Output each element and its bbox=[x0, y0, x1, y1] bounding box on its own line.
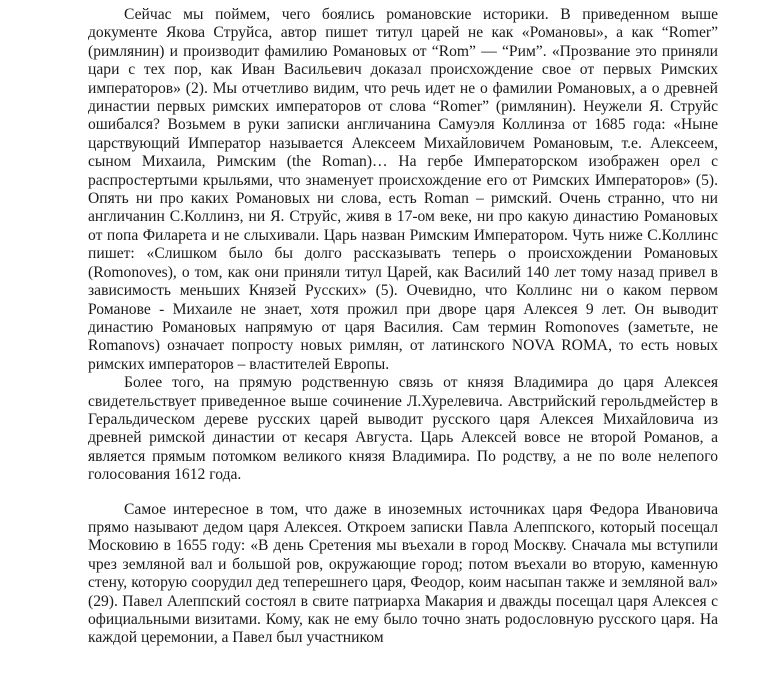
document-page bbox=[88, 6, 718, 648]
paragraph-2: Более того, на прямую родственную связь от князя Владимира до царя Алексея свидетельствует приведенное выше сочинение Л.Хурелевича. Австрийский герольдмейстер в Геральдическом дереве русских царей выводит русского царя Алексея Михайловича из древней римской династии от кесаря Августа. Царь Алексей вовсе не второй Романов, а является прямым потомком великого князя Владимира. По родству, а не по воле нелепого голосования 1612 года. bbox=[88, 374, 718, 484]
paragraph-3: Самое интересное в том, что даже в иноземных источниках царя Федора Ивановича прямо называют дедом царя Алексея. Откроем записки Павла Алеппского, который посещал Московию в 1655 году: «В день Сретения мы въехали в город Москву. Сначала мы вступили чрез земляной вал и большой ров, окружающие город; потом въехали во вторую, каменную стену, которую соорудил дед теперешнего царя, Феодор, коим насыпан также и земляной вал» (29). Павел Алеппский состоял в свите патриарха Макария и дважды посещал царя Алексея с официальными визитами. Кому, как не ему было точно знать родословную русского царя. На каждой церемонии, а Павел был участником bbox=[88, 500, 718, 647]
paragraph-1: Сейчас мы поймем, чего боялись романовские историки. В приведенном выше документе Якова Струйса, автор пишет титул царей не как «Романовы», а как “Romer” (римлянин) и производит фамилию Романовых от “Rom” — “Рим”. «Прозвание это приняли цари с тех пор, как Иван Васильевич доказал происхождение свое от первых Римских императоров» (2). Мы отчетливо видим, что речь идет не о фамилии Романовых, а о древней династии первых римских императоров от слова “Romer” (римлянин). Неужели Я. Струйс ошибался? Возьмем в руки записки англичанина Самуэля Коллинза от 1685 года: «Ныне царствующий Император называется Алексеем Михайловичем Романовым, т.е. Алексеем, сыном Михаила, Римским (the Roman)… На гербе Императорском изображен орел с распростертыми крыльями, что знаменует происхождение его от Римских Императоров» (5). Опять ни про каких Романовых ни слова, есть Roman – римский. Очень странно, что ни англичанин С.Коллинз, ни Я. Струйс, живя в 17-ом веке, ни про какую династию Романовых от попа Филарета и не слыхивали. Царь назван Римским Императором. Чуть ниже С.Коллинс пишет: «Слишком было бы долго рассказывать теперь о происхождении Романовых (Romonoves), о том, как они приняли титул Царей, как Василий 140 лет тому назад привел в зависимость меньших Князей Русских» (5). Очевидно, что Коллинс ни о каком первом Романове - Михаиле не знает, хотя прожил при дворе царя Алексея 9 лет. Он выводит династию Романовых напрямую от царя Василия. Сам термин Romonoves (заметьте, не Romanovs) означает попросту новых римлян, от латинского NOVA ROMA, то есть новых римских императоров – властителей Европы. bbox=[88, 6, 718, 373]
paragraph-spacer bbox=[88, 485, 718, 501]
